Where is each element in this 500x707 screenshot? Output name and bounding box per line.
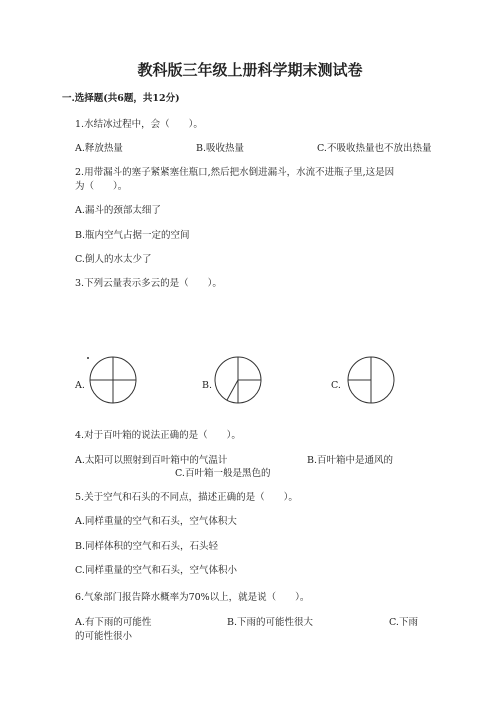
cloud-cover-circle-a[interactable]	[89, 356, 137, 404]
question-1-option-b[interactable]: B.吸收热量	[196, 143, 245, 154]
question-3-option-b-label[interactable]: B.	[202, 380, 213, 391]
question-4-option-a[interactable]: A.太阳可以照射到百叶箱中的气温计	[75, 455, 228, 466]
question-6-option-b[interactable]: B.下雨的可能性很大	[227, 617, 314, 628]
question-5-stem: 5.关于空气和石头的不同点，描述正确的是（ ）。	[75, 492, 298, 503]
question-3-option-c-label[interactable]: C.	[331, 380, 341, 391]
question-2-option-c[interactable]: C.倒人的水太少了	[75, 254, 152, 265]
question-1-option-c[interactable]: C.不吸收热量也不放出热量	[317, 143, 432, 154]
lower-left-radius	[227, 380, 238, 400]
question-4-option-c[interactable]: C.百叶箱一般是黑色的	[175, 468, 271, 479]
cloud-cover-circle-b[interactable]	[214, 356, 262, 404]
question-2-stem-line-2: 为（ ）。	[75, 181, 128, 192]
question-5-option-c[interactable]: C.同样重量的空气和石头，空气体积小	[75, 565, 237, 576]
section-heading: 一.选择题(共6题，共12分)	[62, 93, 180, 104]
question-5-option-a[interactable]: A.同样重量的空气和石头，空气体积大	[75, 516, 237, 527]
question-1-option-a[interactable]: A.释放热量	[75, 143, 123, 154]
question-4-option-b[interactable]: B.百叶箱中是通风的	[307, 455, 394, 466]
question-2-option-b[interactable]: B.瓶内空气占据一定的空间	[75, 230, 190, 241]
cloud-cover-circle-c[interactable]	[347, 356, 395, 404]
page-title: 教科版三年级上册科学期末测试卷	[137, 61, 363, 79]
question-2-stem-line-1: 2.用带漏斗的塞子紧紧塞住瓶口,然后把水倒进漏斗，水流不进瓶子里,这是因	[75, 167, 395, 178]
question-6-option-c[interactable]: C.下雨	[389, 617, 418, 628]
question-6-option-a[interactable]: A.有下雨的可能性	[75, 617, 152, 628]
question-3-option-a-label[interactable]: A.	[75, 380, 85, 391]
question-3-stem: 3.下列云量表示多云的是（ ）。	[75, 278, 222, 289]
question-6-stem: 6.气象部门报告降水概率为70%以上，就是说（ ）。	[75, 592, 310, 603]
question-5-option-b[interactable]: B.同样体积的空气和石头，石头轻	[75, 541, 219, 552]
question-4-stem: 4.对于百叶箱的说法正确的是（ ）。	[75, 430, 241, 441]
question-2-option-a[interactable]: A.漏斗的颈部太细了	[75, 205, 161, 216]
question-1-stem: 1.水结冰过程中，会（ ）。	[75, 119, 203, 130]
question-6-option-c-continued[interactable]: 的可能性很小	[75, 631, 133, 642]
